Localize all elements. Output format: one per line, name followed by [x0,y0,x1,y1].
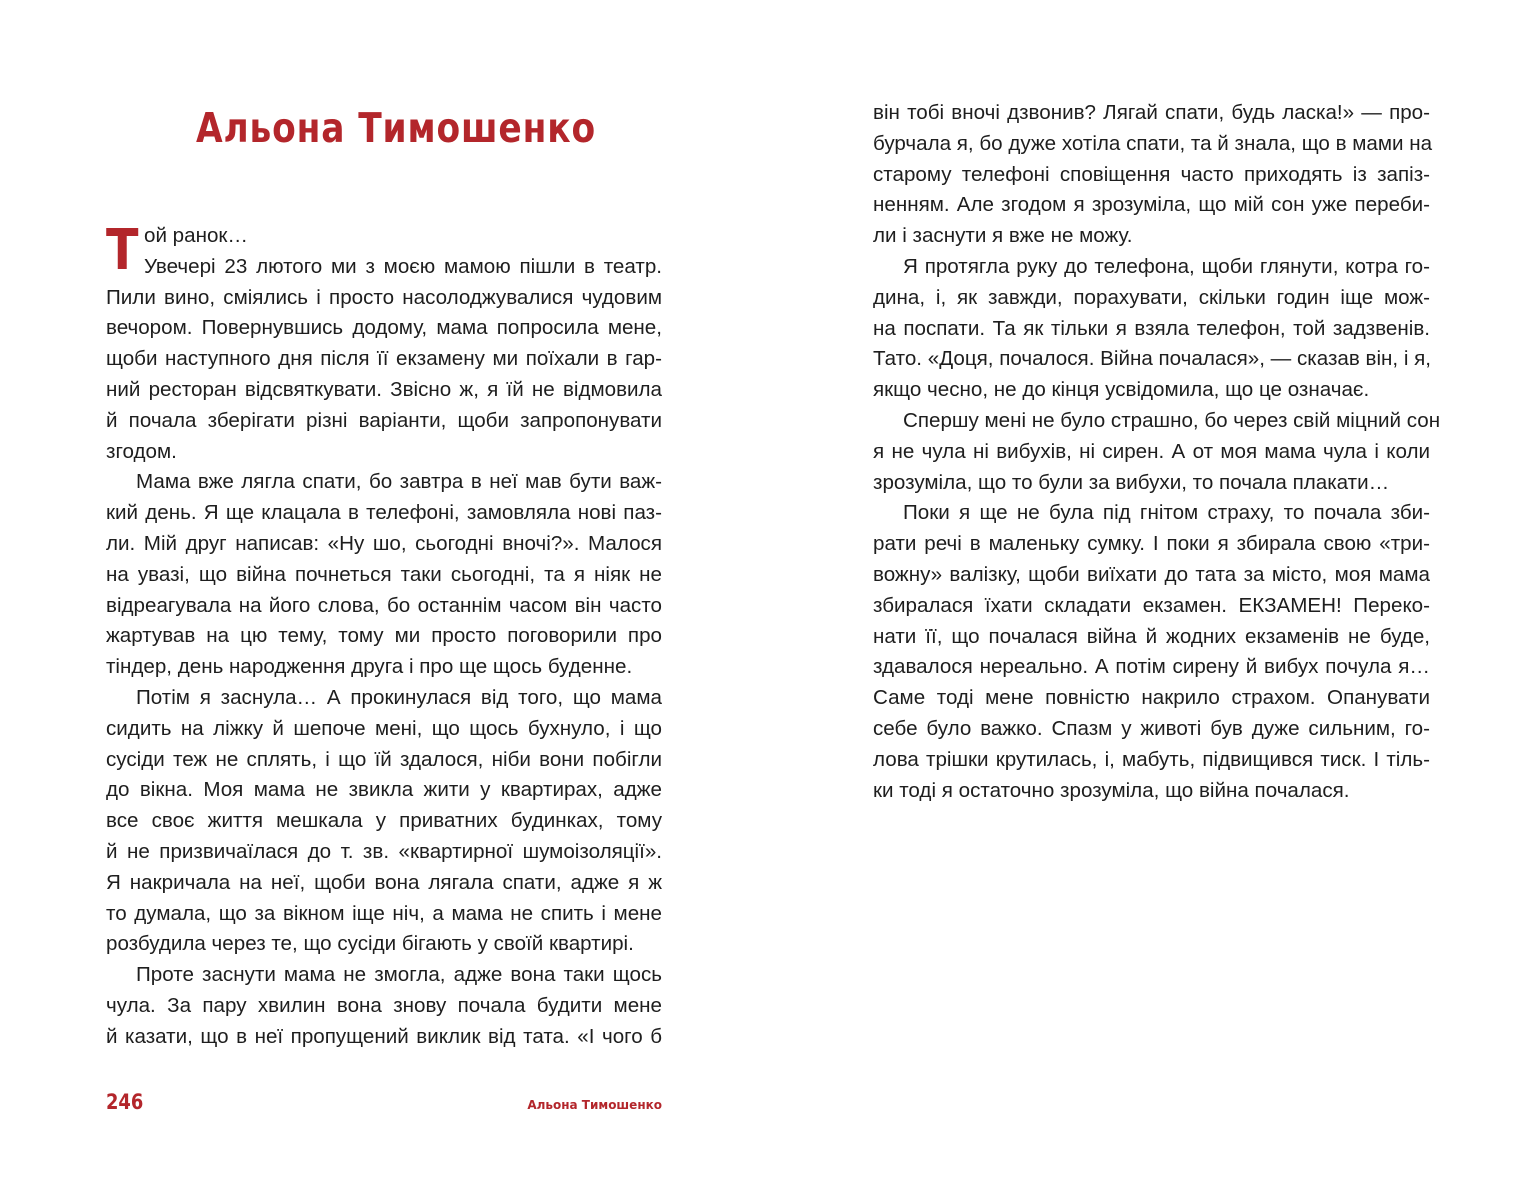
text-line: й казати, що в неї пропущений виклик від тата. «І чого б [106,1024,662,1048]
text-line: Тато. «Доця, почалося. Війна почалася», — сказав він, і я, [873,347,1432,371]
text-line: Саме тоді мене повністю накрило страхом. Опанувати [873,686,1430,710]
text-line: себе було важко. Спазм у животі був дуже сильним, го- [873,716,1430,740]
text-line: дина, і, як завжди, порахувати, скільки годин іще мож- [873,285,1430,309]
drop-cap: Т [106,218,139,283]
left-page-body [106,218,662,1053]
text-line: ки тоді я остаточно зрозуміла, що війна почалася. [873,778,1350,802]
text-line: ой ранок… [144,224,249,247]
text-line: здавалося нереально. А потім сирену й вибух почула я… [873,655,1430,679]
text-line: Потім я заснула… А прокинулася від того, що мама [136,685,662,709]
text-line: чула. За пару хвилин вона знову почала будити мене [106,993,662,1017]
text-line: Проте заснути мама не змогла, адже вона таки щось [136,963,662,987]
text-line: сусіди теж не сплять, і що їй здалося, ніби вони побігли [106,747,662,771]
text-line: зрозуміла, що то були за вибухи, то почала плакати… [873,470,1390,494]
text-line: жартував на цю тему, тому ми просто поговорили про [106,624,662,648]
text-line: Я накричала на неї, щоби вона лягала спати, адже я ж [106,870,662,894]
text-line: до вікна. Моя мама не звикла жити у квартирах, адже [106,778,662,802]
running-footer: Альона Тимошенко [527,1098,662,1112]
text-line: якщо чесно, не до кінця усвідомила, що це означає. [873,378,1370,402]
text-line: ли і заснути я вже не можу. [873,224,1133,248]
text-line: розбудила через те, що сусіди бігають у своїй квартирі. [106,932,634,956]
text-line: ний ресторан відсвяткувати. Звісно ж, я їй не відмовила [106,377,662,401]
text-line: рати речі в маленьку сумку. І поки я збирала свою «три- [873,532,1430,556]
text-line: відреагувала на його слова, бо останнім часом він часто [106,593,662,617]
text-line: Мама вже лягла спати, бо завтра в неї мав бути важ- [136,470,662,494]
text-line: лова трішки крутилась, і, мабуть, підвищився тиск. І тіль- [873,747,1430,771]
text-line: й почала зберігати різні варіанти, щоби запропонувати [106,408,662,432]
text-line: щоби наступного дня після її екзамену ми поїхали в гар- [106,347,662,371]
page-number: 246 [106,1090,144,1114]
text-line: тіндер, день народження друга і про ще щось буденне. [106,655,633,679]
text-line: вожну» валізку, щоби виїхати до тата за місто, моя мама [873,562,1430,586]
text-line: Увечері 23 лютого ми з моєю мамою пішли в театр. [144,254,662,278]
text-line: ненням. Але згодом я зрозуміла, що мій сон уже переби- [873,193,1430,217]
text-line: збиралася їхати складати екзамен. ЕКЗАМЕН! Переко- [873,593,1430,617]
text-line: все своє життя мешкала у приватних будинках, тому [106,809,662,833]
text-line: Спершу мені не було страшно, бо через свій міцний сон [903,408,1441,432]
text-line: на увазі, що війна почнеться таки сьогодні, та я ніяк не [106,562,662,586]
text-line: Пили вино, сміялись і просто насолоджувалися чудовим [106,285,662,309]
text-line: вечором. Повернувшись додому, мама попросила мене, [106,316,662,340]
text-line: він тобі вночі дзвонив? Лягай спати, будь ласка!» — про- [873,101,1430,124]
chapter-title: Альона Тимошенко [196,104,596,152]
text-line: сидить на ліжку й шепоче мені, що щось бухнуло, і що [106,716,662,740]
text-line: ли. Мій друг написав: «Ну шо, сьогодні вночі?». Малося [106,531,662,555]
text-line: на поспати. Та як тільки я взяла телефон, той задзвенів. [873,316,1430,340]
text-line: старому телефоні сповіщення часто приходять із запіз- [873,162,1430,186]
text-line: бурчала я, бо дуже хотіла спати, та й знала, що в мами на [873,131,1433,155]
text-line: кий день. Я ще клацала в телефоні, замовляла нові паз- [106,501,662,525]
text-line: то думала, що за вікном іще ніч, а мама не спить і мене [106,901,662,925]
text-line: я не чула ні вибухів, ні сирен. А от моя мама чула і коли [873,439,1430,463]
text-line: й не призвичаїлася до т. зв. «квартирної шумоізоляції». [106,839,662,863]
text-line: Поки я ще не була під гнітом страху, то почала зби- [903,501,1430,525]
text-line: нати її, що почалася війна й жодних екзаменів не буде, [873,624,1430,648]
text-line: згодом. [106,439,177,463]
right-page-body [873,98,1441,806]
text-line: Я протягла руку до телефона, щоби глянути, котра го- [903,254,1430,278]
